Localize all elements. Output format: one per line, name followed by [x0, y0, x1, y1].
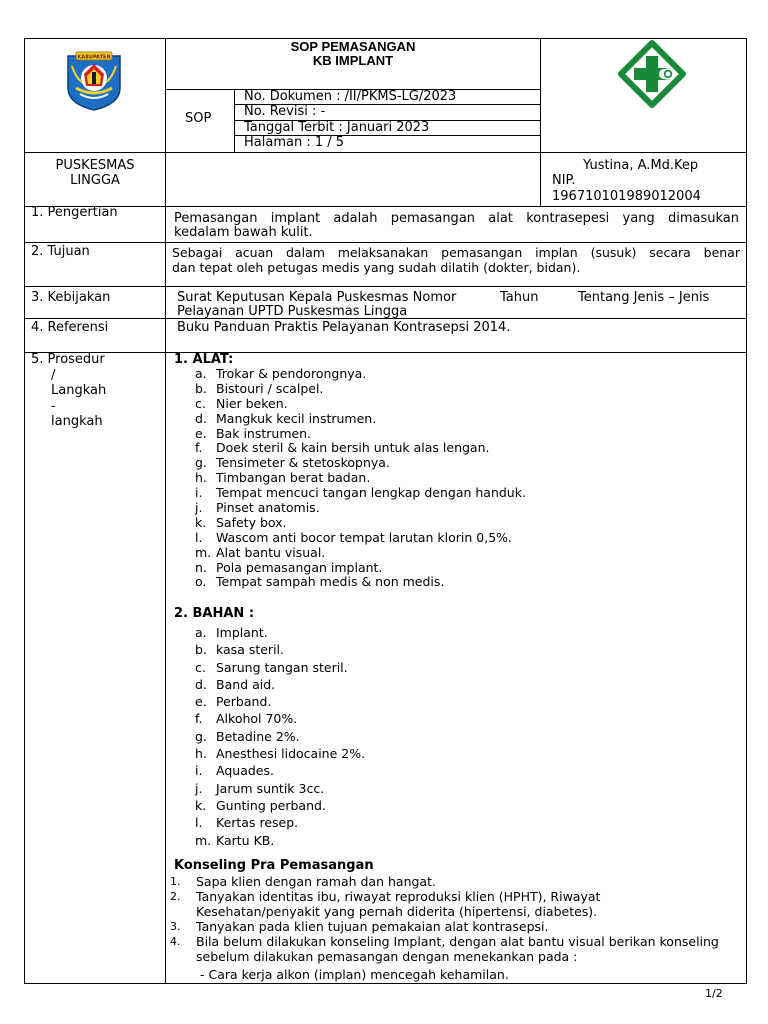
- pengertian-line-1: Pemasangan implant adalah pemasangan alat kontrasepesi yang dimasukan: [174, 211, 739, 226]
- alat-item-text: Bistouri / scalpel.: [216, 380, 324, 396]
- bahan-item: [195, 762, 365, 779]
- page-count: Halaman : 1 / 5: [244, 135, 345, 150]
- bahan-item: [195, 676, 365, 693]
- bahan-item-marker: c.: [195, 659, 206, 675]
- revision-number: No. Revisi : -: [244, 104, 326, 119]
- bahan-item-marker: m.: [195, 832, 212, 848]
- bahan-item-marker: e.: [195, 694, 207, 710]
- alat-item-marker: i.: [195, 485, 203, 501]
- signer-nip-label: NIP.: [552, 173, 576, 188]
- alat-item: [195, 367, 526, 382]
- bahan-item-marker: a.: [195, 625, 207, 640]
- referensi-label: 4. Referensi: [31, 320, 109, 335]
- prosedur-label-2: /: [51, 367, 56, 383]
- konseling-sub-item: - Cara kerja alkon (implan) mencegah kehamilan.: [200, 967, 509, 982]
- alat-item-marker: e.: [195, 425, 207, 441]
- konseling-heading: Konseling Pra Pemasangan: [174, 858, 374, 873]
- alat-item-marker: n.: [195, 559, 207, 575]
- alat-item-text: Mangkuk kecil instrumen.: [216, 410, 377, 426]
- bahan-item-text: Kartu KB.: [216, 832, 275, 848]
- bahan-item-marker: b.: [195, 642, 207, 658]
- kebijakan-part-1: Surat Keputusan Kepala Puskesmas Nomor: [177, 290, 457, 305]
- alat-item: [195, 486, 526, 501]
- alat-item-marker: l.: [195, 529, 203, 545]
- alat-item: [195, 441, 526, 456]
- alat-item-marker: f.: [195, 440, 203, 456]
- referensi-text: Buku Panduan Praktis Pelayanan Kontrasepsi 2014.: [177, 320, 511, 335]
- prosedur-label-3: Langkah: [51, 383, 107, 398]
- bahan-item-marker: l.: [195, 815, 203, 831]
- konseling-item-text: Sapa klien dengan ramah dan hangat.: [196, 874, 436, 889]
- org-line-1: PUSKESMAS: [55, 158, 135, 173]
- konseling-item-text: Tanyakan pada klien tujuan pemakaian alat kontrasepsi.: [196, 919, 549, 934]
- konseling-item-marker: 1.: [170, 875, 181, 888]
- document-title: [166, 40, 540, 68]
- alat-item-marker: c.: [195, 395, 206, 411]
- bahan-item: [195, 641, 365, 658]
- bahan-item: [195, 780, 365, 797]
- regency-logo: [62, 48, 126, 112]
- prosedur-label: [31, 352, 106, 430]
- alat-item-marker: j.: [195, 500, 203, 516]
- alat-item-text: Alat bantu visual.: [216, 544, 326, 560]
- alat-item-marker: k.: [195, 514, 207, 530]
- bahan-item-text: kasa steril.: [216, 642, 284, 658]
- pengertian-label: 1. Pengertian: [31, 205, 118, 220]
- alat-item-marker: h.: [195, 470, 207, 486]
- alat-item-text: Tempat sampah medis & non medis.: [216, 574, 445, 590]
- signer-name: Yustina, A.Md.Kep: [583, 158, 699, 173]
- bahan-item-marker: h.: [195, 746, 207, 762]
- konseling-item-text: Bila belum dilakukan konseling Implant, dengan alat bantu visual berikan konseling sebelum dilakukan pemasangan dengan menekankan pada :: [196, 934, 719, 964]
- bahan-item-marker: k.: [195, 797, 207, 813]
- prosedur-label-4: -: [51, 398, 56, 414]
- prosedur-label-1: 5. Prosedur: [31, 352, 105, 367]
- alat-item: [195, 575, 526, 590]
- alat-item-text: Pola pemasangan implant.: [216, 559, 383, 575]
- bahan-item-text: Betadine 2%.: [216, 728, 300, 744]
- bahan-item-marker: d.: [195, 676, 207, 692]
- alat-item: [195, 471, 526, 486]
- konseling-item: [170, 934, 722, 964]
- bahan-item-text: Alkohol 70%.: [216, 711, 298, 727]
- alat-item: [195, 546, 526, 561]
- konseling-item-text: Tanyakan identitas ibu, riwayat reproduksi klien (HPHT), Riwayat Kesehatan/penyakit yang pernah diderita (hipertensi, diabetes).: [196, 889, 601, 919]
- bahan-list: [195, 624, 365, 849]
- bahan-item: [195, 693, 365, 710]
- konseling-item-marker: 2.: [170, 890, 181, 903]
- bahan-item: [195, 797, 365, 814]
- alat-item-text: Wascom anti bocor tempat larutan klorin 0,5%.: [216, 529, 513, 545]
- bahan-item: [195, 728, 365, 745]
- bahan-item: [195, 710, 365, 727]
- bahan-item-text: Gunting perband.: [216, 797, 326, 813]
- pengertian-line-2: kedalam bawah kulit.: [174, 225, 313, 240]
- bahan-item-text: Anesthesi lidocaine 2%.: [216, 746, 366, 762]
- alat-item-text: Tensimeter & stetoskopnya.: [216, 455, 390, 471]
- org-line-2: LINGGA: [70, 173, 120, 188]
- bahan-heading: 2. BAHAN :: [174, 606, 255, 621]
- alat-item-text: Doek steril & kain bersih untuk alas lengan.: [216, 440, 490, 456]
- tujuan-line-1: Sebagai acuan dalam melaksanakan pemasangan implan (susuk) secara benar: [172, 245, 740, 260]
- alat-item-marker: m.: [195, 544, 212, 560]
- bahan-item-marker: j.: [195, 780, 203, 796]
- title-line-2: KB IMPLANT: [312, 53, 394, 68]
- konseling-item-marker: 4.: [170, 935, 181, 948]
- issue-date: Tanggal Terbit : Januari 2023: [244, 120, 430, 135]
- bahan-item-text: Sarung tangan steril.: [216, 659, 348, 675]
- alat-item: [195, 412, 526, 427]
- alat-item: [195, 501, 526, 516]
- bahan-item: [195, 814, 365, 831]
- konseling-item: [170, 874, 722, 889]
- bahan-item: [195, 659, 365, 676]
- title-line-1: SOP PEMASANGAN: [290, 39, 416, 54]
- alat-item-marker: o.: [195, 574, 207, 590]
- alat-item-text: Trokar & pendorongnya.: [216, 366, 367, 381]
- alat-item: [195, 427, 526, 442]
- alat-item: [195, 516, 526, 531]
- alat-heading: 1. ALAT:: [174, 352, 234, 367]
- bahan-item-text: Kertas resep.: [216, 815, 299, 831]
- alat-item-marker: g.: [195, 455, 207, 471]
- konseling-list: [170, 874, 722, 964]
- bahan-item-text: Perband.: [216, 694, 272, 710]
- alat-item: [195, 561, 526, 576]
- alat-item: [195, 531, 526, 546]
- kebijakan-label: 3. Kebijakan: [31, 290, 111, 305]
- alat-item-text: Bak instrumen.: [216, 425, 312, 441]
- bahan-item: [195, 745, 365, 762]
- tujuan-line-2: dan tepat oleh petugas medis yang sudah dilatih (dokter, bidan).: [172, 260, 581, 275]
- alat-item-marker: d.: [195, 410, 207, 426]
- signer-nip: 196710101989012004: [552, 189, 701, 204]
- sop-label: SOP: [185, 111, 212, 126]
- alat-item: [195, 382, 526, 397]
- bahan-item: [195, 624, 365, 641]
- doc-number: No. Dokumen : /II/PKMS-LG/2023: [244, 89, 457, 104]
- alat-list: [195, 367, 526, 590]
- tujuan-label: 2. Tujuan: [31, 244, 90, 259]
- bahan-item-text: Aquades.: [216, 763, 274, 779]
- page-number: 1/2: [705, 987, 723, 1000]
- alat-item-text: Pinset anatomis.: [216, 500, 320, 516]
- bahan-item-marker: i.: [195, 763, 203, 779]
- puskesmas-logo: [616, 40, 688, 110]
- bahan-item-text: Implant.: [216, 625, 268, 640]
- alat-item: [195, 397, 526, 412]
- alat-item-text: Tempat mencuci tangan lengkap dengan handuk.: [216, 485, 526, 501]
- bahan-item-text: Jarum suntik 3cc.: [216, 780, 325, 796]
- kebijakan-part-2: Tahun: [500, 290, 539, 305]
- alat-item-text: Nier beken.: [216, 395, 288, 411]
- bahan-item-marker: f.: [195, 711, 203, 727]
- konseling-item: [170, 919, 722, 934]
- konseling-item-marker: 3.: [170, 920, 181, 933]
- alat-item-text: Safety box.: [216, 514, 287, 530]
- kebijakan-line-2: Pelayanan UPTD Puskesmas Lingga: [177, 304, 408, 319]
- alat-item-text: Timbangan berat badan.: [216, 470, 371, 486]
- kebijakan-part-3: Tentang Jenis – Jenis: [578, 290, 710, 305]
- alat-item: [195, 456, 526, 471]
- alat-item-marker: b.: [195, 380, 207, 396]
- bahan-item-marker: g.: [195, 728, 207, 744]
- logo-text: KABUPATEN: [77, 54, 111, 61]
- bahan-item: [195, 832, 365, 849]
- prosedur-label-5: langkah: [51, 414, 103, 429]
- org-name: [25, 158, 165, 188]
- alat-item-marker: a.: [195, 366, 207, 381]
- konseling-item: [170, 889, 722, 919]
- bahan-item-text: Band aid.: [216, 676, 276, 692]
